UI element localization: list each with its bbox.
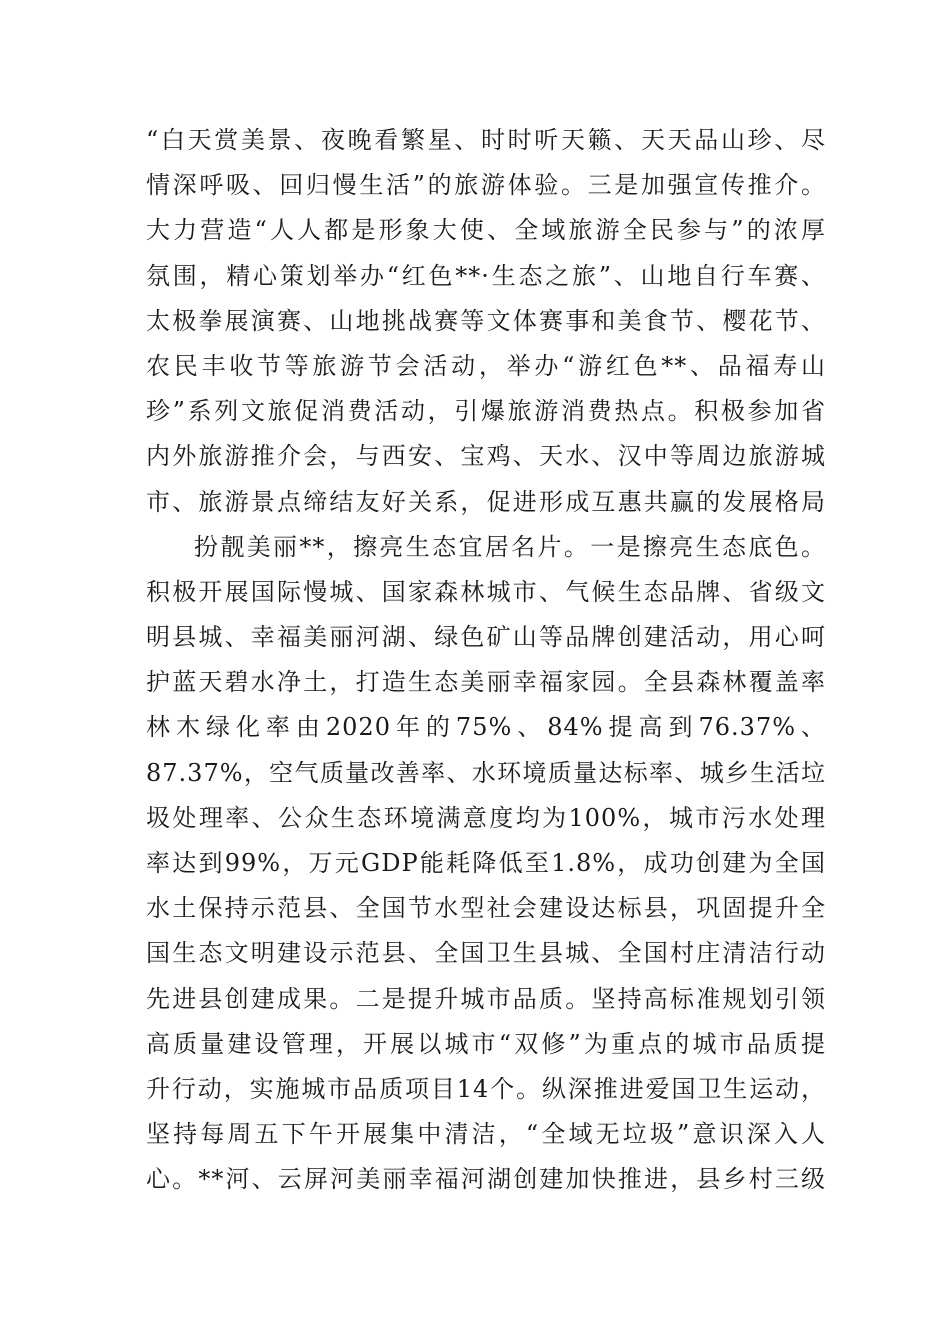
text-line: 明县城、幸福美丽河湖、绿色矿山等品牌创建活动，用心呵 (146, 623, 826, 652)
text-line: 林木绿化率由2020年的75%、84%提高到76.37%、 (146, 713, 826, 742)
text-line: 情深呼吸、回归慢生活”的旅游体验。三是加强宣传推介。 (146, 171, 826, 200)
text-line: 圾处理率、公众生态环境满意度均为100%，城市污水处理 (146, 803, 826, 832)
text-line: 升行动，实施城市品质项目14个。纵深推进爱国卫生运动， (146, 1074, 826, 1103)
text-line: 率达到99%，万元GDP能耗降低至1.8%，成功创建为全国 (146, 849, 826, 877)
text-line: 心。**河、云屏河美丽幸福河湖创建加快推进，县乡村三级 (146, 1165, 826, 1194)
text-line: 护蓝天碧水净土，打造生态美丽幸福家园。全县森林覆盖率 (146, 668, 826, 697)
text-line: 农民丰收节等旅游节会活动，举办“游红色**、品福寿山 (146, 351, 826, 380)
text-line: “白天赏美景、夜晚看繁星、时时听天籁、天天品山珍、尽 (146, 126, 826, 154)
text-line: 先进县创建成果。二是提升城市品质。坚持高标准规划引领 (146, 984, 826, 1013)
text-line: 积极开展国际慢城、国家森林城市、气候生态品牌、省级文 (146, 577, 826, 606)
text-line: 水土保持示范县、全国节水型社会建设达标县，巩固提升全 (146, 894, 826, 923)
text-line: 市、旅游景点缔结友好关系，促进形成互惠共赢的发展格局 (146, 487, 826, 516)
text-line: 珍”系列文旅促消费活动，引爆旅游消费热点。积极参加省 (146, 397, 826, 426)
text-line: 太极拳展演赛、山地挑战赛等文体赛事和美食节、樱花节、 (146, 306, 826, 335)
text-line: 87.37%，空气质量改善率、水环境质量达标率、城乡生活垃 (146, 758, 826, 787)
text-line: 国生态文明建设示范县、全国卫生县城、全国村庄清洁行动 (146, 939, 826, 968)
text-line: 内外旅游推介会，与西安、宝鸡、天水、汉中等周边旅游城 (146, 442, 826, 471)
text-line: 坚持每周五下午开展集中清洁，“全域无垃圾”意识深入人 (146, 1120, 826, 1149)
paragraph-heading-line: 扮靓美丽**，擦亮生态宜居名片。一是擦亮生态底色。 (194, 532, 826, 561)
text-line: 氛围，精心策划举办“红色**·生态之旅”、山地自行车赛、 (146, 261, 826, 290)
body-text (146, 118, 826, 1203)
text-line: 高质量建设管理，开展以城市“双修”为重点的城市品质提 (146, 1029, 826, 1058)
text-line: 大力营造“人人都是形象大使、全域旅游全民参与”的浓厚 (146, 216, 826, 245)
